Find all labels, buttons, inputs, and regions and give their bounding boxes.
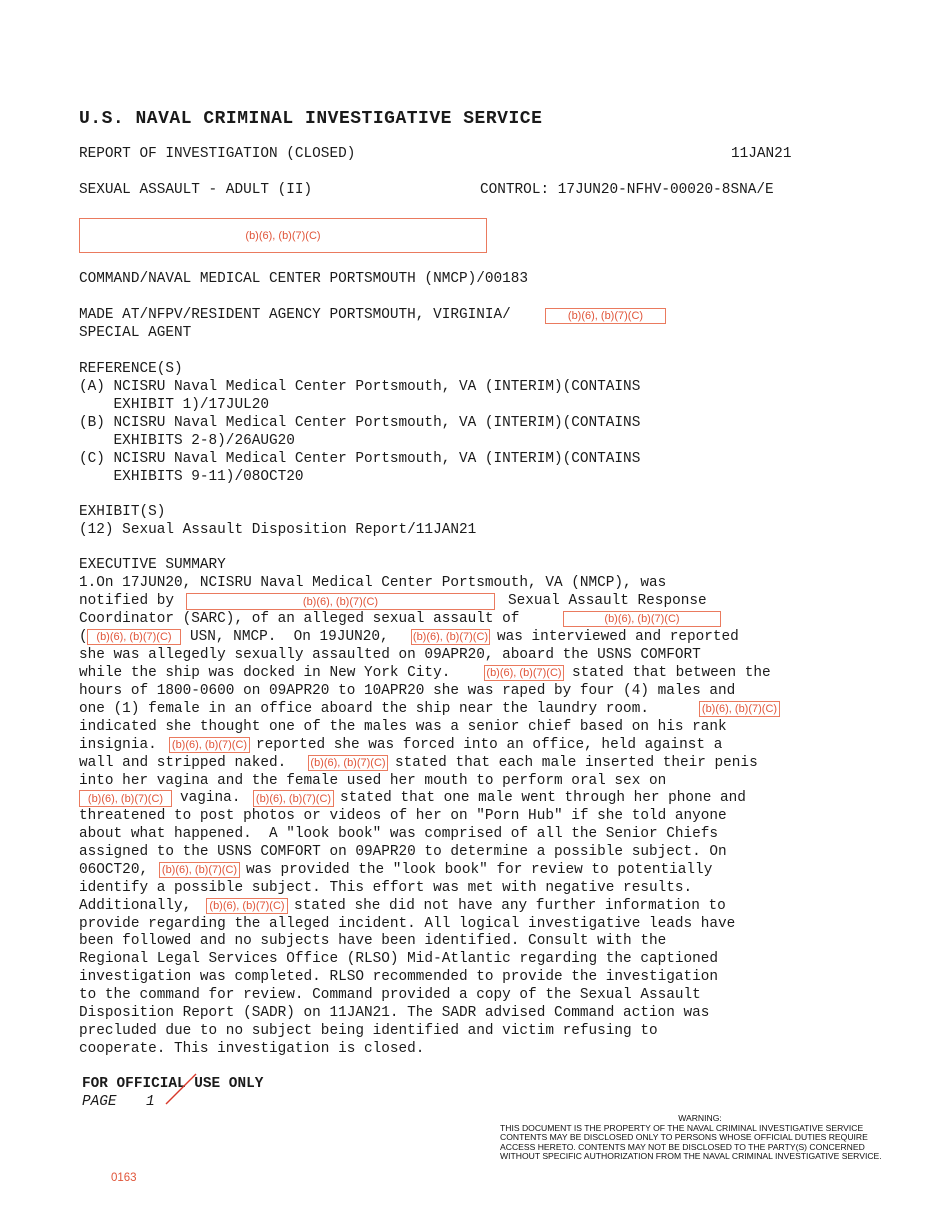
summary-line: stated she did not have any further information to bbox=[294, 898, 726, 914]
summary-line: been followed and no subjects have been identified. Consult with the bbox=[79, 933, 667, 949]
redaction-box: (b)(6), (b)(7)(C) bbox=[253, 790, 334, 807]
summary-line: identify a possible subject. This effort was met with negative results. bbox=[79, 880, 693, 896]
warning-title: WARNING: bbox=[678, 1113, 722, 1123]
summary-line: indicated she thought one of the males was a senior chief based on his rank bbox=[79, 719, 727, 735]
summary-line: reported she was forced into an office, held against a bbox=[256, 737, 723, 753]
summary-line: insignia. bbox=[79, 737, 157, 753]
bates-number: 0163 bbox=[111, 1172, 137, 1184]
control-number: CONTROL: 17JUN20-NFHV-00020-8SNA/E bbox=[480, 182, 774, 198]
redaction-box: (b)(6), (b)(7)(C) bbox=[79, 790, 172, 807]
redaction-box: (b)(6), (b)(7)(C) bbox=[87, 629, 181, 645]
redaction-box: (b)(6), (b)(7)(C) bbox=[699, 701, 780, 717]
reference-line: (A) NCISRU Naval Medical Center Portsmouth, VA (INTERIM)(CONTAINS bbox=[79, 379, 641, 395]
exhibit-line: (12) Sexual Assault Disposition Report/11JAN21 bbox=[79, 522, 477, 538]
summary-line: while the ship was docked in New York City. bbox=[79, 665, 451, 681]
summary-line: Regional Legal Services Office (RLSO) Mid-Atlantic regarding the captioned bbox=[79, 951, 719, 967]
command-line: COMMAND/NAVAL MEDICAL CENTER PORTSMOUTH (NMCP)/00183 bbox=[79, 271, 529, 287]
summary-line: Coordinator (SARC), of an alleged sexual assault of bbox=[79, 611, 520, 627]
redaction-box: (b)(6), (b)(7)(C) bbox=[169, 737, 250, 753]
redaction-box: (b)(6), (b)(7)(C) bbox=[206, 898, 288, 914]
redaction-box: (b)(6), (b)(7)(C) bbox=[79, 218, 487, 253]
summary-line: 06OCT20, bbox=[79, 862, 149, 878]
summary-line: to the command for review. Command provided a copy of the Sexual Assault bbox=[79, 987, 701, 1003]
summary-heading: EXECUTIVE SUMMARY bbox=[79, 557, 226, 573]
summary-line: was interviewed and reported bbox=[497, 629, 739, 645]
redaction-box: (b)(6), (b)(7)(C) bbox=[308, 755, 388, 771]
page-number: 1 bbox=[146, 1094, 155, 1110]
references-heading: REFERENCE(S) bbox=[79, 361, 183, 377]
special-agent-label: SPECIAL AGENT bbox=[79, 325, 192, 341]
summary-line: she was allegedly sexually assaulted on 09APR20, aboard the USNS COMFORT bbox=[79, 647, 701, 663]
summary-line: precluded due to no subject being identified and victim refusing to bbox=[79, 1023, 658, 1039]
warning-line: WITHOUT SPECIFIC AUTHORIZATION FROM THE NAVAL CRIMINAL INVESTIGATIVE SERVICE. bbox=[500, 1151, 882, 1162]
report-type: REPORT OF INVESTIGATION (CLOSED) bbox=[79, 146, 356, 162]
redaction-box: (b)(6), (b)(7)(C) bbox=[484, 665, 564, 681]
summary-line: provide regarding the alleged incident. All logical investigative leads have bbox=[79, 916, 736, 932]
summary-line: stated that one male went through her phone and bbox=[340, 790, 746, 806]
warning-line: CONTENTS MAY BE DISCLOSED ONLY TO PERSONS WHOSE OFFICIAL DUTIES REQUIRE bbox=[500, 1132, 868, 1143]
summary-line: Disposition Report (SADR) on 11JAN21. The SADR advised Command action was bbox=[79, 1005, 710, 1021]
summary-line: threatened to post photos or videos of her on "Porn Hub" if she told anyone bbox=[79, 808, 727, 824]
summary-line: investigation was completed. RLSO recommended to provide the investigation bbox=[79, 969, 719, 985]
summary-line: stated that each male inserted their penis bbox=[395, 755, 758, 771]
summary-line: assigned to the USNS COMFORT on 09APR20 to determine a possible subject. On bbox=[79, 844, 727, 860]
redaction-box: (b)(6), (b)(7)(C) bbox=[545, 308, 666, 324]
summary-line: notified by bbox=[79, 593, 174, 609]
redaction-box: (b)(6), (b)(7)(C) bbox=[563, 611, 721, 627]
summary-line: ( bbox=[79, 629, 88, 645]
summary-line: stated that between the bbox=[572, 665, 771, 681]
reference-line: EXHIBITS 2-8)/26AUG20 bbox=[79, 433, 295, 449]
fouo-marking: FOR OFFICIAL USE ONLY bbox=[82, 1076, 264, 1092]
redaction-box: (b)(6), (b)(7)(C) bbox=[412, 631, 489, 643]
summary-line: into her vagina and the female used her mouth to perform oral sex on bbox=[79, 773, 667, 789]
summary-line: vagina. bbox=[180, 790, 241, 806]
reference-line: EXHIBIT 1)/17JUL20 bbox=[79, 397, 269, 413]
summary-line: about what happened. A "look book" was comprised of all the Senior Chiefs bbox=[79, 826, 719, 842]
summary-line: Sexual Assault Response bbox=[508, 593, 707, 609]
warning-line: ACCESS HERETO. CONTENTS MAY NOT BE DISCLOSED TO THE PARTY(S) CONCERNED bbox=[500, 1141, 865, 1152]
summary-line: USN, NMCP. On 19JUN20, bbox=[190, 629, 389, 645]
agency-title: U.S. NAVAL CRIMINAL INVESTIGATIVE SERVICE bbox=[79, 109, 543, 129]
reference-line: (B) NCISRU Naval Medical Center Portsmouth, VA (INTERIM)(CONTAINS bbox=[79, 415, 641, 431]
summary-line: one (1) female in an office aboard the ship near the laundry room. bbox=[79, 701, 649, 717]
summary-line: cooperate. This investigation is closed. bbox=[79, 1041, 425, 1057]
reference-line: (C) NCISRU Naval Medical Center Portsmouth, VA (INTERIM)(CONTAINS bbox=[79, 451, 641, 467]
redaction-box: (b)(6), (b)(7)(C) bbox=[159, 862, 240, 878]
made-at-line: MADE AT/NFPV/RESIDENT AGENCY PORTSMOUTH, VIRGINIA/ bbox=[79, 307, 511, 323]
redaction-box: (b)(6), (b)(7)(C) bbox=[186, 593, 495, 610]
reference-line: EXHIBITS 9-11)/08OCT20 bbox=[79, 469, 304, 485]
warning-line: THIS DOCUMENT IS THE PROPERTY OF THE NAVAL CRIMINAL INVESTIGATIVE SERVICE bbox=[500, 1122, 864, 1133]
report-date: 11JAN21 bbox=[731, 146, 792, 162]
summary-line: 1.On 17JUN20, NCISRU Naval Medical Center Portsmouth, VA (NMCP), was bbox=[79, 575, 667, 591]
summary-line: was provided the "look book" for review to potentially bbox=[246, 862, 713, 878]
summary-line: hours of 1800-0600 on 09APR20 to 10APR20 she was raped by four (4) males and bbox=[79, 683, 736, 699]
strike-mark bbox=[160, 1068, 200, 1110]
summary-line: wall and stripped naked. bbox=[79, 755, 287, 771]
offense-type: SEXUAL ASSAULT - ADULT (II) bbox=[79, 182, 313, 198]
warning-notice bbox=[500, 1114, 940, 1162]
page-label: PAGE bbox=[82, 1094, 117, 1110]
exhibits-heading: EXHIBIT(S) bbox=[79, 504, 166, 520]
summary-line: Additionally, bbox=[79, 898, 192, 914]
